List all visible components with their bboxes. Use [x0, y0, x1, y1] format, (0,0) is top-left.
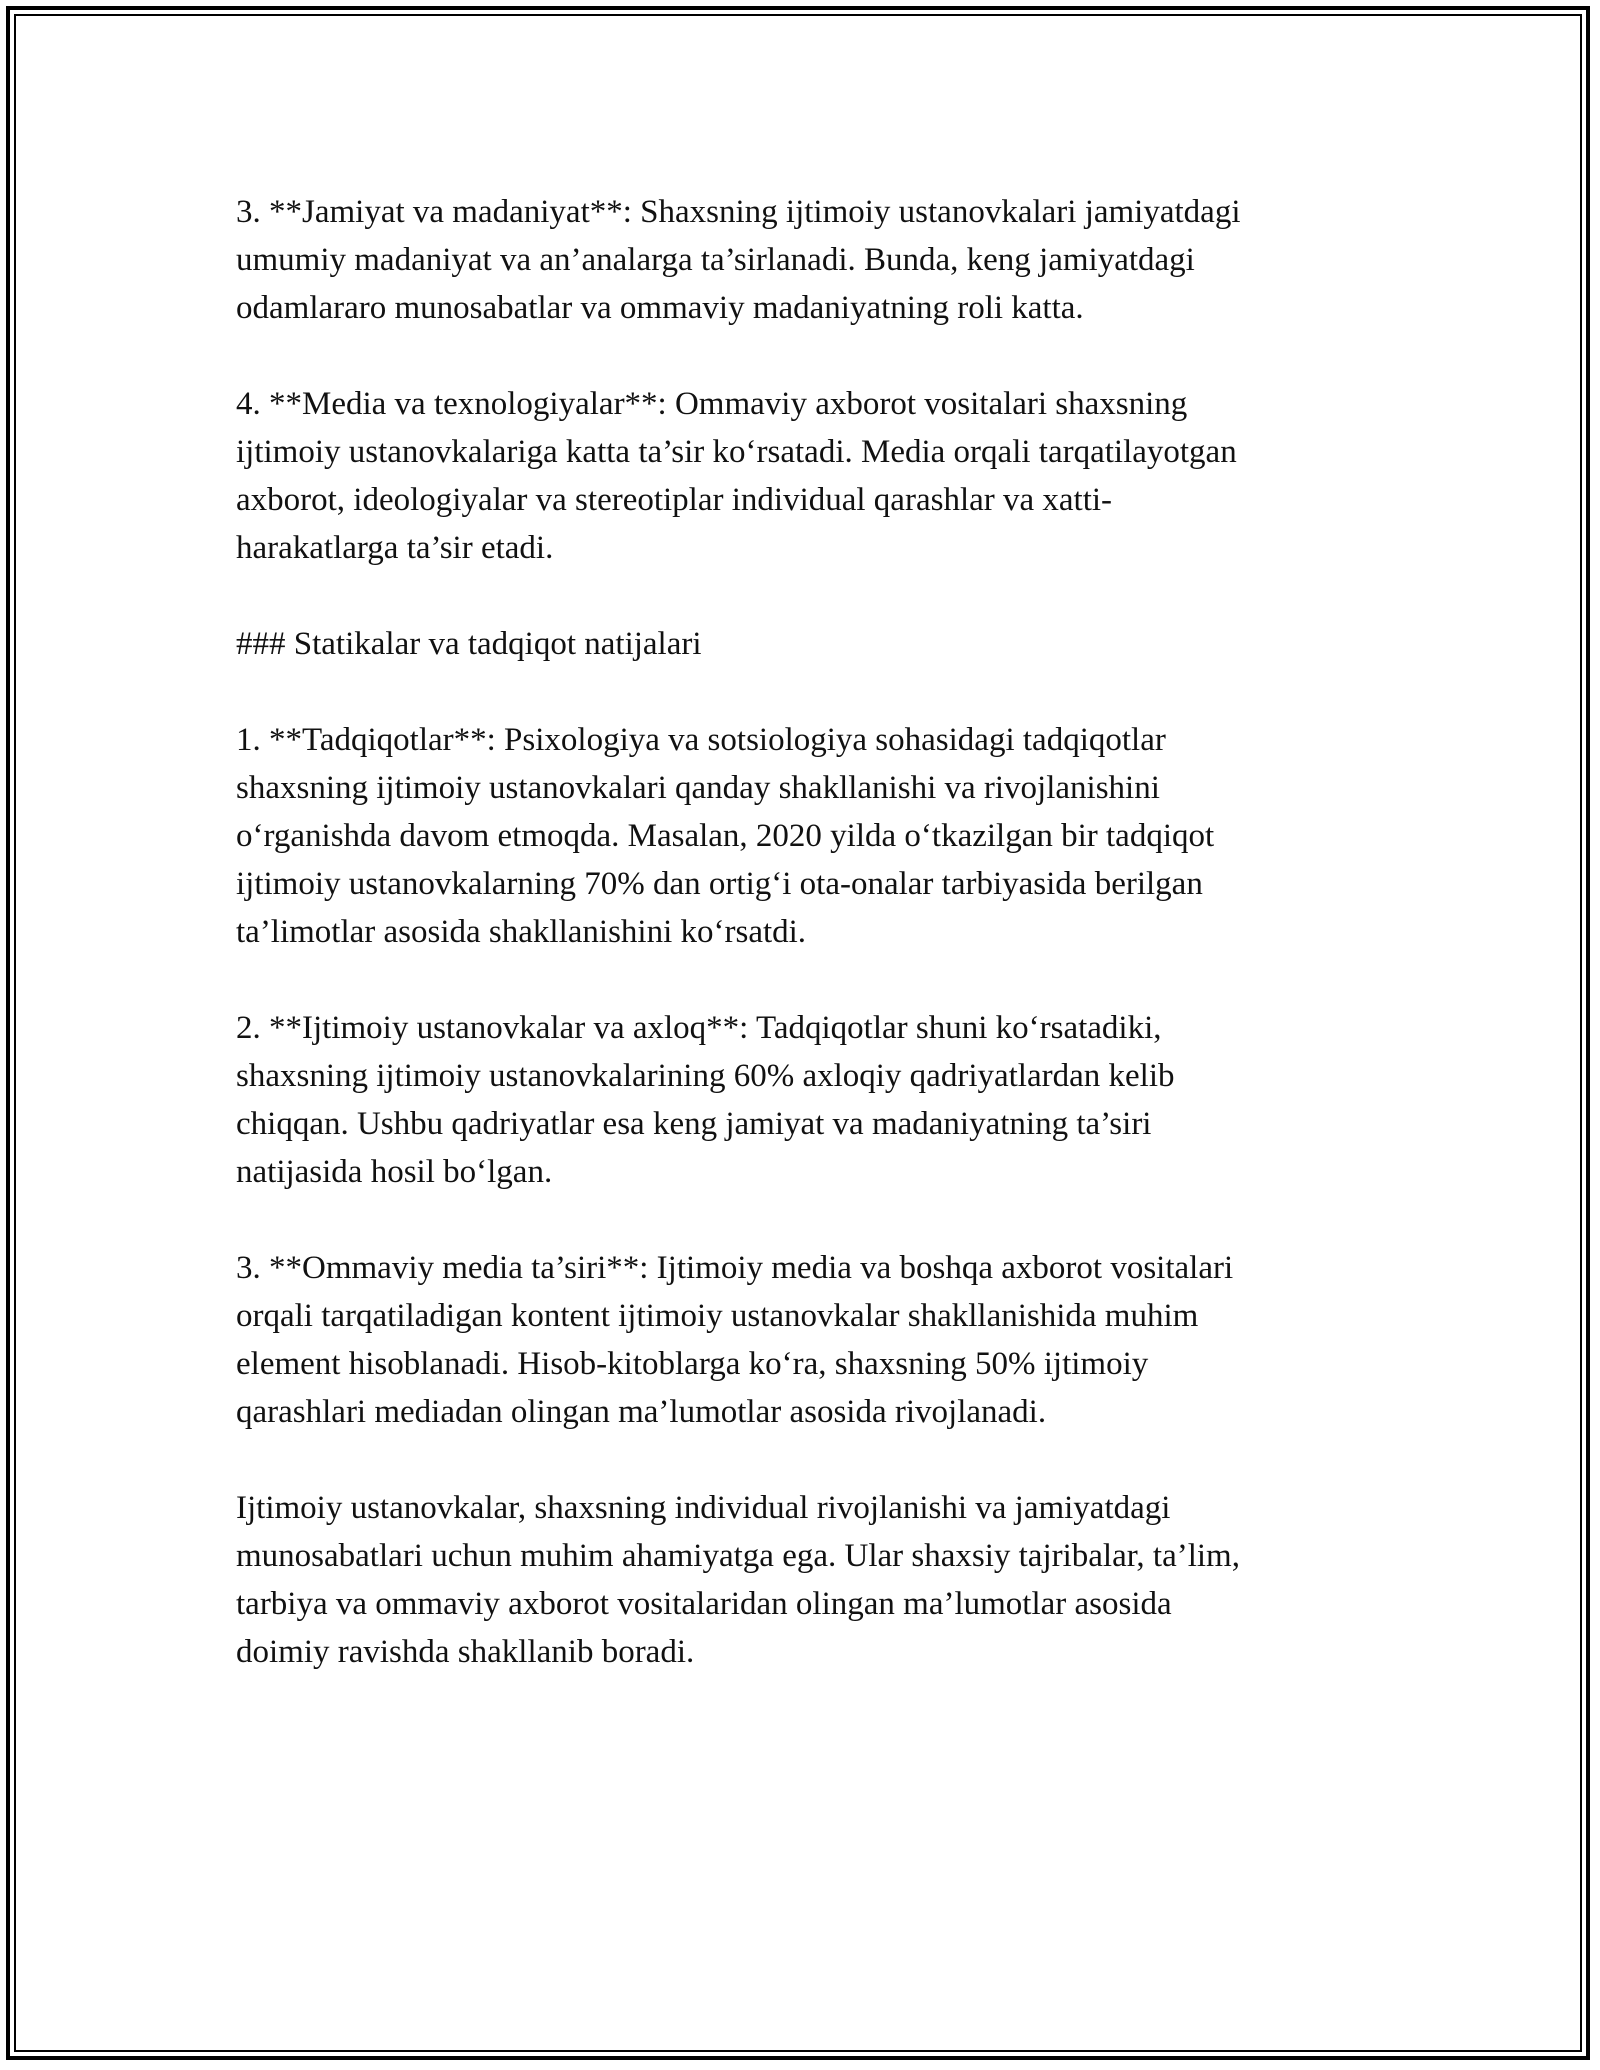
paragraph-ustanovkalar-axloq: 2. **Ijtimoiy ustanovkalar va axloq**: Tadqiqotlar shuni ko‘rsatadiki, shaxsning ijtimoiy ustanovkalarining 60% axloqiy qadriyatlardan kelib chiqqan. Ushbu qadriyatlar esa keng jamiyat va madaniyatning ta’siri natijasida hosil bo‘lgan.	[236, 1010, 1175, 1190]
paragraph-jamiyat-madaniyat: 3. **Jamiyat va madaniyat**: Shaxsning ijtimoiy ustanovkalari jamiyatdagi umumiy madaniyat va an’analarga ta’sirlanadi. Bunda, keng jamiyatdagi odamlararo munosabatlar va ommaviy madaniyatning roli katta.	[236, 194, 1241, 326]
paragraph-tadqiqotlar: 1. **Tadqiqotlar**: Psixologiya va sotsiologiya sohasidagi tadqiqotlar shaxsning ijtimoiy ustanovkalari qanday shakllanishi va rivojlanishini o‘rganishda davom etmoqda. Masalan, 2020 yilda o‘tkazilgan bir tadqiqot ijtimoiy ustanovkalarning 70% dan ortig‘i ota-onalar tarbiyasida berilgan ta’limotlar asosida shakllanishini ko‘rsatdi.	[236, 722, 1215, 950]
paragraph-media-texnologiyalar: 4. **Media va texnologiyalar**: Ommaviy axborot vositalari shaxsning ijtimoiy ustanovkalariga katta ta’sir ko‘rsatadi. Media orqali tarqatilayotgan axborot, ideologiyalar va stereotiplar individual qarashlar va xatti- harakatlarga ta’sir etadi.	[236, 386, 1237, 566]
document-body	[236, 188, 1386, 1724]
section-heading-statikalar: ### Statikalar va tadqiqot natijalari	[236, 626, 702, 662]
paragraph-conclusion: Ijtimoiy ustanovkalar, shaxsning individual rivojlanishi va jamiyatdagi munosabatlari uchun muhim ahamiyatga ega. Ular shaxsiy tajribalar, ta’lim, tarbiya va ommaviy axborot vositalaridan olingan ma’lumotlar asosida doimiy ravishda shakllanib boradi.	[236, 1490, 1240, 1670]
paragraph-ommaviy-media: 3. **Ommaviy media ta’siri**: Ijtimoiy media va boshqa axborot vositalari orqali tarqatiladigan kontent ijtimoiy ustanovkalar shakllanishida muhim element hisoblanadi. Hisob-kitoblarga ko‘ra, shaxsning 50% ijtimoiy qarashlari mediadan olingan ma’lumotlar asosida rivojlanadi.	[236, 1250, 1234, 1430]
